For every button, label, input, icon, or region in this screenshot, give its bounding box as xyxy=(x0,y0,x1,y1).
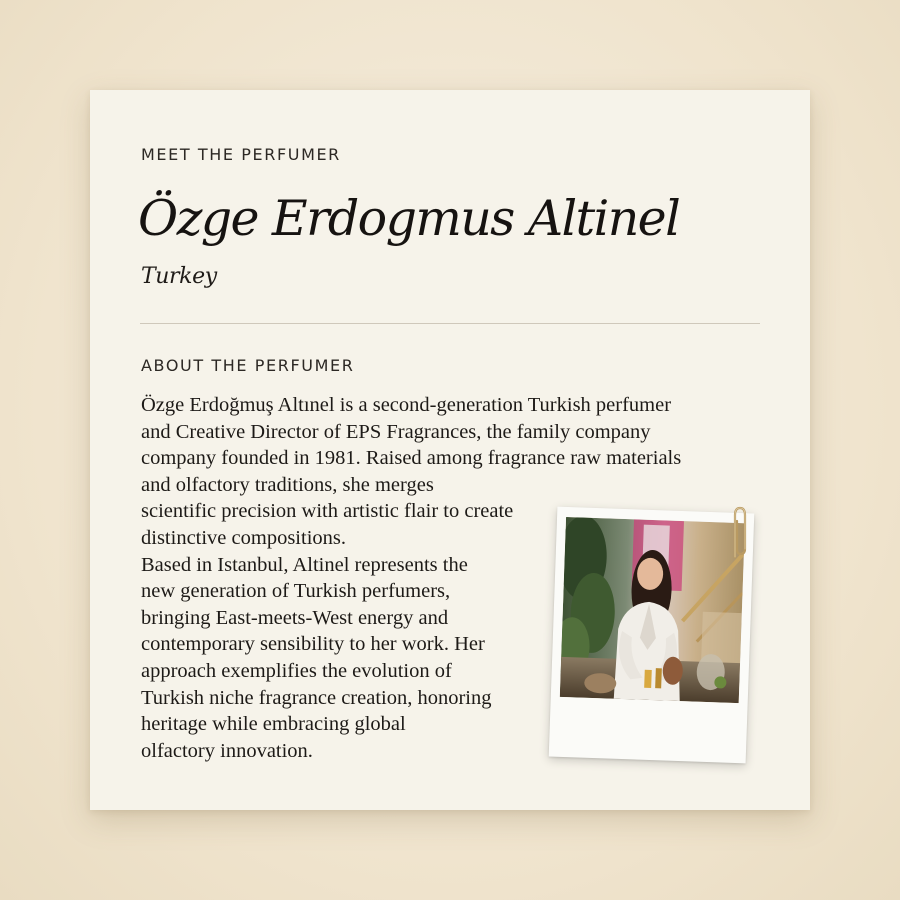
perfumer-card xyxy=(90,90,810,810)
bio-line: approach exemplifies the evolution of xyxy=(141,659,452,682)
section-divider xyxy=(140,323,760,324)
bio-line: and olfactory traditions, she merges xyxy=(141,473,434,496)
perfumer-country: Turkey xyxy=(141,264,217,289)
bio-line: scientific precision with artistic flair to create xyxy=(141,500,514,523)
perfumer-photo xyxy=(560,517,745,703)
about-kicker: ABOUT THE PERFUMER xyxy=(141,356,355,375)
bio-line: bringing East-meets-West energy and xyxy=(141,606,449,629)
bio-line: heritage while embracing global xyxy=(141,713,406,736)
bio-line: Based in Istanbul, Altinel represents the xyxy=(141,553,468,576)
bio-line: new generation of Turkish perfumers, xyxy=(141,580,451,603)
bio-line: and Creative Director of EPS Fragrances, the family company xyxy=(141,420,651,443)
bio-line: company founded in 1981. Raised among fragrance raw materials xyxy=(141,447,682,470)
bio-line: Turkish niche fragrance creation, honoring xyxy=(141,686,492,709)
perfumer-name: Özge Erdogmus Altinel xyxy=(138,190,680,247)
bio-line: Özge Erdoğmuş Altınel is a second-generation Turkish perfumer xyxy=(141,394,672,416)
paperclip-icon xyxy=(728,505,750,561)
perfumer-portrait xyxy=(560,517,745,703)
meet-kicker: MEET THE PERFUMER xyxy=(141,145,341,164)
bio-line: olfactory innovation. xyxy=(141,739,313,762)
bio-line: distinctive compositions. xyxy=(141,526,346,549)
polaroid-photo-frame xyxy=(549,507,755,764)
bio-line: contemporary sensibility to her work. Her xyxy=(141,633,485,656)
